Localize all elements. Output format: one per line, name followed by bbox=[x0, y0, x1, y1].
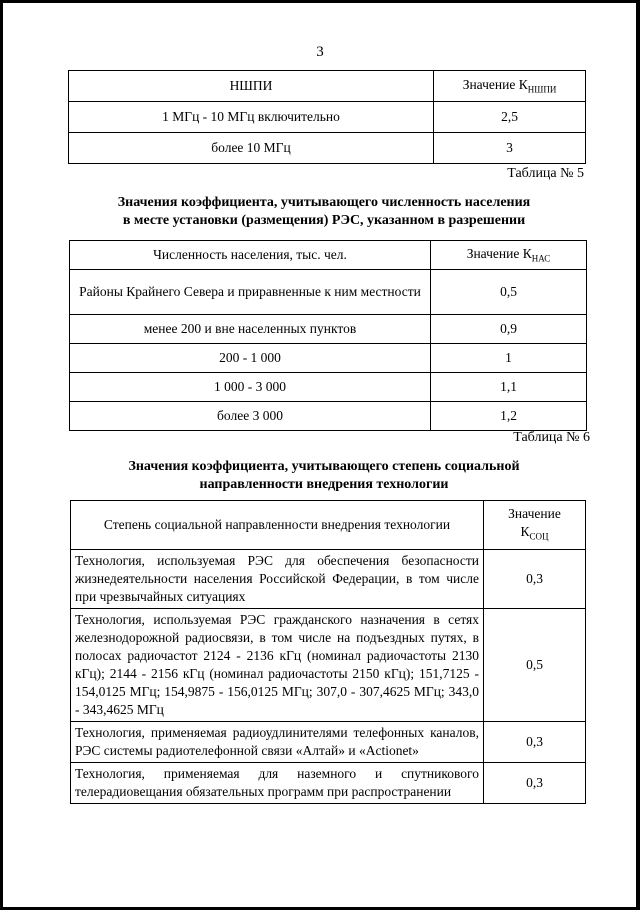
row-label: Технология, применяемая для наземного и спутникового телерадиовещания обязательных программ при распространении bbox=[71, 763, 484, 804]
header-text: Значение bbox=[508, 505, 561, 521]
table-row bbox=[70, 270, 587, 315]
row-value: 1,2 bbox=[431, 402, 587, 431]
row-label: Районы Крайнего Севера и приравненные к ним местности bbox=[70, 270, 431, 315]
header-subscript: СОЦ bbox=[529, 531, 549, 542]
row-value: 0,3 bbox=[484, 763, 586, 804]
row-label: 200 - 1 000 bbox=[70, 344, 431, 373]
header-coefficient bbox=[488, 523, 581, 546]
table-population bbox=[69, 240, 587, 431]
table-row bbox=[69, 133, 586, 164]
row-label: более 10 МГц bbox=[69, 133, 434, 164]
row-value: 1 bbox=[431, 344, 587, 373]
table-row bbox=[70, 402, 587, 431]
header-cell: Численность населения, тыс. чел. bbox=[70, 241, 431, 270]
table-row bbox=[70, 373, 587, 402]
table-row bbox=[71, 550, 586, 609]
table-social bbox=[70, 500, 586, 804]
table-nshpi bbox=[68, 70, 586, 164]
row-value: 0,3 bbox=[484, 722, 586, 763]
row-label: более 3 000 bbox=[70, 402, 431, 431]
table-header-row bbox=[69, 71, 586, 102]
header-cell bbox=[434, 71, 586, 102]
row-label: Технология, используемая РЭС для обеспечения безопасности жизнедеятельности населения Российской Федерации, в том числе при чрезвычайных ситуациях bbox=[71, 550, 484, 609]
table-title bbox=[60, 194, 588, 230]
table-row bbox=[71, 609, 586, 722]
table-header-row bbox=[70, 241, 587, 270]
row-value: 0,3 bbox=[484, 550, 586, 609]
table-row bbox=[70, 315, 587, 344]
table-row bbox=[71, 722, 586, 763]
table-title bbox=[60, 458, 588, 494]
header-cell: НШПИ bbox=[69, 71, 434, 102]
header-cell bbox=[431, 241, 587, 270]
table-caption: Таблица № 5 bbox=[507, 166, 584, 181]
table-header-row bbox=[71, 501, 586, 550]
table-row bbox=[70, 344, 587, 373]
header-text: Значение К bbox=[466, 246, 532, 262]
scan-border-left bbox=[0, 0, 3, 910]
header-text: Значение К bbox=[462, 77, 528, 93]
row-label: менее 200 и вне населенных пунктов bbox=[70, 315, 431, 344]
page-number: 3 bbox=[316, 44, 324, 60]
row-label: 1 000 - 3 000 bbox=[70, 373, 431, 402]
table-row bbox=[71, 763, 586, 804]
row-label: Технология, используемая РЭС гражданского назначения в сетях железнодорожной радиосвязи, в том числе на подъездных путях, в полосах радиочастот 2124 - 2136 кГц (номинал радиочастоты 2130 кГц); 2144 - 2156 кГц (номинал радиочастоты 2150 кГц); 151,7125 - 154,0125 МГц; 154,9875 - 156,0125 МГц; 307,0 - 307,4625 МГц; 343,0 - 343,4625 МГц bbox=[71, 609, 484, 722]
row-value: 0,9 bbox=[431, 315, 587, 344]
row-value: 0,5 bbox=[431, 270, 587, 315]
title-line: Значения коэффициента, учитывающего степень социальной bbox=[128, 459, 520, 474]
scan-border-right bbox=[636, 0, 640, 910]
row-label: Технология, применяемая радиоудлинителями телефонных каналов, РЭС системы радиотелефонной связи «Алтай» и «Actionet» bbox=[71, 722, 484, 763]
row-value: 0,5 bbox=[484, 609, 586, 722]
table-caption: Таблица № 6 bbox=[513, 430, 590, 445]
title-line: направленности внедрения технологии bbox=[199, 477, 449, 492]
header-cell bbox=[484, 501, 586, 550]
row-value: 3 bbox=[434, 133, 586, 164]
table-row bbox=[69, 102, 586, 133]
header-subscript: НШПИ bbox=[527, 84, 557, 95]
row-label: 1 МГц - 10 МГц включительно bbox=[69, 102, 434, 133]
scan-border-top bbox=[0, 0, 640, 3]
title-line: Значения коэффициента, учитывающего численность населения bbox=[117, 195, 531, 210]
header-subscript: НАС bbox=[531, 253, 551, 264]
title-line: в месте установки (размещения) РЭС, указанном в разрешении bbox=[122, 213, 526, 228]
row-value: 2,5 bbox=[434, 102, 586, 133]
header-k: К bbox=[520, 523, 530, 539]
row-value: 1,1 bbox=[431, 373, 587, 402]
header-cell: Степень социальной направленности внедрения технологии bbox=[71, 501, 484, 550]
